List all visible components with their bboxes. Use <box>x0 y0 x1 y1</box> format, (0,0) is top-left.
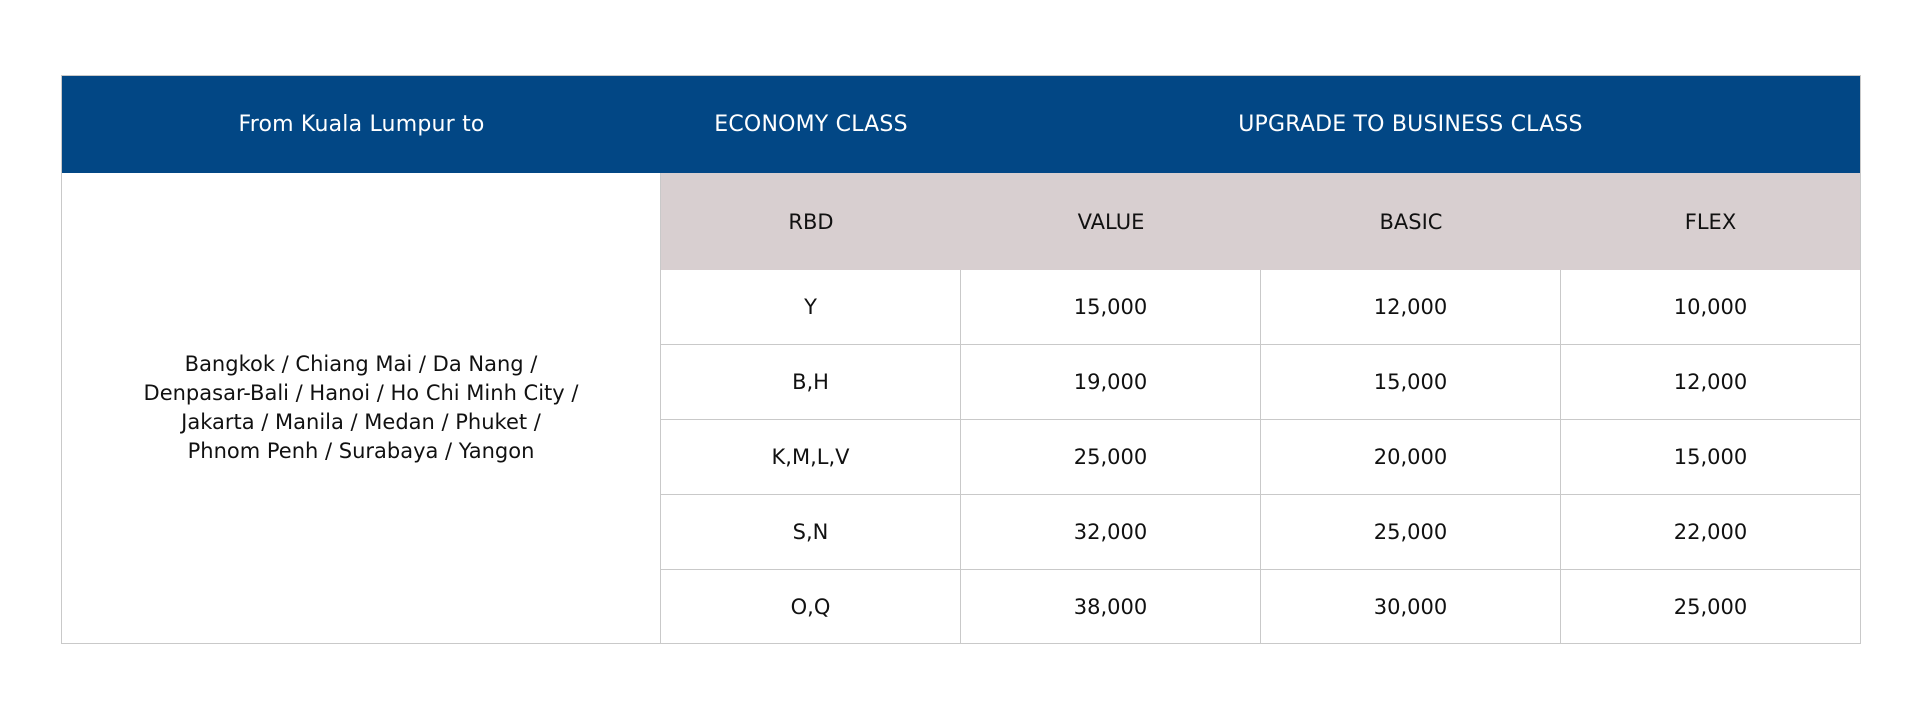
flex-cell: 22,000 <box>1673 520 1748 544</box>
destination-text <box>144 350 579 466</box>
table-row <box>661 270 1860 345</box>
header-upgrade-business-class: UPGRADE TO BUSINESS CLASS <box>1238 112 1583 137</box>
table-row <box>661 345 1860 420</box>
rbd-cell: K,M,L,V <box>661 420 961 494</box>
subheader-value: VALUE <box>1077 209 1145 234</box>
value-cell: 25,000 <box>961 420 1261 494</box>
upgrade-fare-table <box>61 75 1861 644</box>
rbd-cell: Y <box>661 270 961 344</box>
header-from: From Kuala Lumpur to <box>238 112 485 137</box>
basic-cell: 15,000 <box>1261 345 1561 419</box>
value-cell: 15,000 <box>961 270 1261 344</box>
destination-list <box>62 173 661 643</box>
destination-line: Denpasar-Bali / Hanoi / Ho Chi Minh City / <box>143 381 579 405</box>
header-economy-class: ECONOMY CLASS <box>714 112 908 137</box>
rbd-cell: B,H <box>661 345 961 419</box>
destination-line: Phnom Penh / Surabaya / Yangon <box>187 439 535 463</box>
flex-cell: 25,000 <box>1673 595 1748 619</box>
destination-line: Jakarta / Manila / Medan / Phuket / <box>181 410 541 434</box>
basic-cell: 20,000 <box>1261 420 1561 494</box>
table-subheader <box>661 173 1860 270</box>
flex-cell: 12,000 <box>1673 370 1748 394</box>
basic-cell: 25,000 <box>1261 495 1561 569</box>
basic-cell: 12,000 <box>1261 270 1561 344</box>
basic-cell: 30,000 <box>1261 570 1561 644</box>
rbd-cell: O,Q <box>661 570 961 644</box>
table-row <box>661 420 1860 495</box>
destination-line: Bangkok / Chiang Mai / Da Nang / <box>184 352 538 376</box>
subheader-rbd: RBD <box>788 209 834 234</box>
flex-cell: 15,000 <box>1673 445 1748 469</box>
table-header <box>62 76 1860 173</box>
value-cell: 38,000 <box>961 570 1261 644</box>
subheader-flex: FLEX <box>1684 209 1737 234</box>
subheader-basic: BASIC <box>1379 209 1443 234</box>
flex-cell: 10,000 <box>1673 295 1748 319</box>
fare-grid <box>661 173 1860 643</box>
value-cell: 19,000 <box>961 345 1261 419</box>
value-cell: 32,000 <box>961 495 1261 569</box>
fare-rows <box>661 270 1860 643</box>
table-row <box>661 570 1860 645</box>
table-row <box>661 495 1860 570</box>
rbd-cell: S,N <box>661 495 961 569</box>
